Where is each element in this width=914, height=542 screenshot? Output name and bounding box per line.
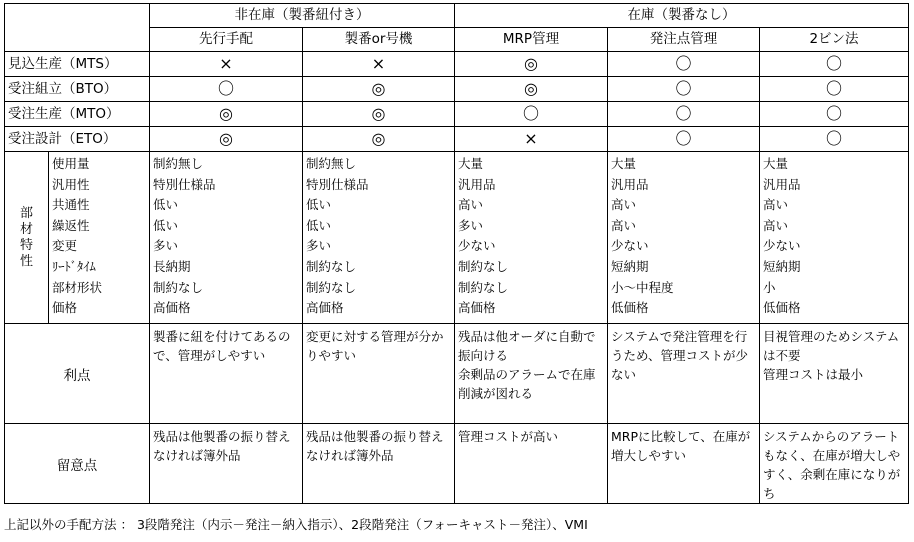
advantage-cell: システムで発注管理を行うため、管理コストが少ない xyxy=(608,324,760,424)
suitability-mark: 〇 xyxy=(760,77,909,102)
method-header-lot: 製番or号機 xyxy=(303,28,455,52)
characteristics-advance xyxy=(150,152,303,324)
attribute-label: 変更 xyxy=(52,238,78,254)
characteristics-row xyxy=(5,152,909,324)
characteristics-mrp xyxy=(455,152,608,324)
header-group-row xyxy=(5,4,909,28)
suitability-mark: × xyxy=(303,52,455,77)
attribute-value: 特別仕様品 xyxy=(153,176,216,192)
suitability-mark: 〇 xyxy=(760,52,909,77)
caution-cell: 残品は他製番の振り替えなければ簿外品 xyxy=(303,424,455,504)
attribute-value: 低価格 xyxy=(611,300,649,316)
suitability-mark: 〇 xyxy=(455,102,608,127)
suitability-mark: 〇 xyxy=(608,52,760,77)
attribute-value: 汎用品 xyxy=(611,176,649,192)
production-label: 受注生産（MTO） xyxy=(5,102,150,127)
suitability-mark: ◎ xyxy=(455,52,608,77)
attribute-label: 部材形状 xyxy=(52,279,103,295)
attribute-value: 高い xyxy=(763,197,789,213)
method-header-mrp: MRP管理 xyxy=(455,28,608,52)
caution-cell: MRPに比較して、在庫が増大しやすい xyxy=(608,424,760,504)
attribute-value: 制約無し xyxy=(306,156,357,171)
attribute-label: 汎用性 xyxy=(52,176,90,192)
attribute-value: 制約なし xyxy=(153,279,204,295)
attribute-value: 少ない xyxy=(458,238,496,254)
attribute-value: 高い xyxy=(763,217,789,233)
suitability-mark: ◎ xyxy=(150,127,303,152)
attribute-value: 特別仕様品 xyxy=(306,176,369,192)
footer-note: 上記以外の手配方法 ： 3段階発注（内示－発注－納入指示）、2段階発注（フォーキャスト－発注）、VMI xyxy=(4,517,588,532)
method-header-two-bin: 2ビン法 xyxy=(760,28,909,52)
suitability-mark: ◎ xyxy=(303,102,455,127)
cautions-label: 留意点 xyxy=(5,424,150,504)
production-row-mto xyxy=(5,102,909,127)
characteristics-lot xyxy=(303,152,455,324)
characteristics-reorder xyxy=(608,152,760,324)
attribute-value: 低い xyxy=(153,217,179,233)
suitability-mark: ◎ xyxy=(303,127,455,152)
suitability-mark: 〇 xyxy=(608,77,760,102)
attribute-value: 制約なし xyxy=(306,258,357,274)
attribute-label: 使用量 xyxy=(52,156,90,171)
advantage-cell: 残品は他オーダに自動で振向ける 余剰品のアラームで在庫削減が図れる xyxy=(455,324,608,424)
suitability-mark: 〇 xyxy=(608,127,760,152)
attribute-value: 低い xyxy=(153,197,179,213)
attribute-label: ﾘｰﾄﾞﾀｲﾑ xyxy=(52,258,96,274)
production-row-bto xyxy=(5,77,909,102)
corner-cell xyxy=(5,4,150,52)
attribute-value: 制約なし xyxy=(458,258,509,274)
group-stock: 在庫（製番なし） xyxy=(455,4,909,28)
production-label: 見込生産（MTS） xyxy=(5,52,150,77)
suitability-mark: ◎ xyxy=(150,102,303,127)
advantage-cell: 変更に対する管理が分かりやすい xyxy=(303,324,455,424)
attribute-value: 少ない xyxy=(763,238,801,254)
attribute-label: 共通性 xyxy=(52,197,90,213)
attribute-value: 高い xyxy=(458,197,484,213)
cautions-row xyxy=(5,424,909,504)
attribute-value: 短納期 xyxy=(611,258,649,274)
suitability-mark: 〇 xyxy=(150,77,303,102)
attribute-value: 高価格 xyxy=(306,300,344,316)
attribute-value: 短納期 xyxy=(763,258,801,274)
method-header-advance: 先行手配 xyxy=(150,28,303,52)
production-label: 受注設計（ETO） xyxy=(5,127,150,152)
attribute-value: 低価格 xyxy=(763,300,801,316)
attribute-value: 制約なし xyxy=(458,279,509,295)
suitability-mark: ◎ xyxy=(455,77,608,102)
advantages-label: 利点 xyxy=(5,324,150,424)
production-row-eto xyxy=(5,127,909,152)
production-label: 受注組立（BTO） xyxy=(5,77,150,102)
attribute-value: 小～中程度 xyxy=(611,279,674,295)
suitability-mark: 〇 xyxy=(760,127,909,152)
group-no-stock: 非在庫（製番紐付き） xyxy=(150,4,455,28)
attribute-value: 大量 xyxy=(763,156,789,171)
attribute-value: 高い xyxy=(611,197,637,213)
advantage-cell: 製番に紐を付けてあるので、管理がしやすい xyxy=(150,324,303,424)
attribute-value: 多い xyxy=(306,238,332,254)
method-header-reorder: 発注点管理 xyxy=(608,28,760,52)
procurement-method-table xyxy=(4,3,909,504)
production-row-mts xyxy=(5,52,909,77)
characteristics-two-bin xyxy=(760,152,909,324)
caution-cell: 管理コストが高い xyxy=(455,424,608,504)
attribute-value: 制約なし xyxy=(306,279,357,295)
advantage-cell: 目視管理のためシステムは不要 管理コストは最小 xyxy=(760,324,909,424)
attribute-value: 低い xyxy=(306,197,332,213)
characteristics-group-label: 部 材 特 性 xyxy=(5,152,49,324)
attribute-value: 汎用品 xyxy=(763,176,801,192)
attribute-value: 制約無し xyxy=(153,156,204,171)
suitability-mark: × xyxy=(150,52,303,77)
suitability-mark: ◎ xyxy=(303,77,455,102)
characteristics-attributes xyxy=(49,152,150,324)
attribute-label: 繰返性 xyxy=(52,217,90,233)
attribute-value: 多い xyxy=(458,217,484,233)
attribute-value: 汎用品 xyxy=(458,176,496,192)
attribute-value: 高価格 xyxy=(153,300,191,316)
caution-cell: 残品は他製番の振り替えなければ簿外品 xyxy=(150,424,303,504)
suitability-mark: 〇 xyxy=(608,102,760,127)
attribute-value: 低い xyxy=(306,217,332,233)
attribute-value: 少ない xyxy=(611,238,649,254)
attribute-label: 価格 xyxy=(52,300,78,316)
caution-cell: システムからのアラートもなく、在庫が増大しやすく、余剰在庫になりがち xyxy=(760,424,909,504)
attribute-value: 高い xyxy=(611,217,637,233)
attribute-value: 長納期 xyxy=(153,258,191,274)
suitability-mark: × xyxy=(455,127,608,152)
suitability-mark: 〇 xyxy=(760,102,909,127)
attribute-value: 多い xyxy=(153,238,179,254)
attribute-value: 小 xyxy=(763,279,776,295)
attribute-value: 高価格 xyxy=(458,300,496,316)
attribute-value: 大量 xyxy=(458,156,484,171)
attribute-value: 大量 xyxy=(611,156,637,171)
advantages-row xyxy=(5,324,909,424)
